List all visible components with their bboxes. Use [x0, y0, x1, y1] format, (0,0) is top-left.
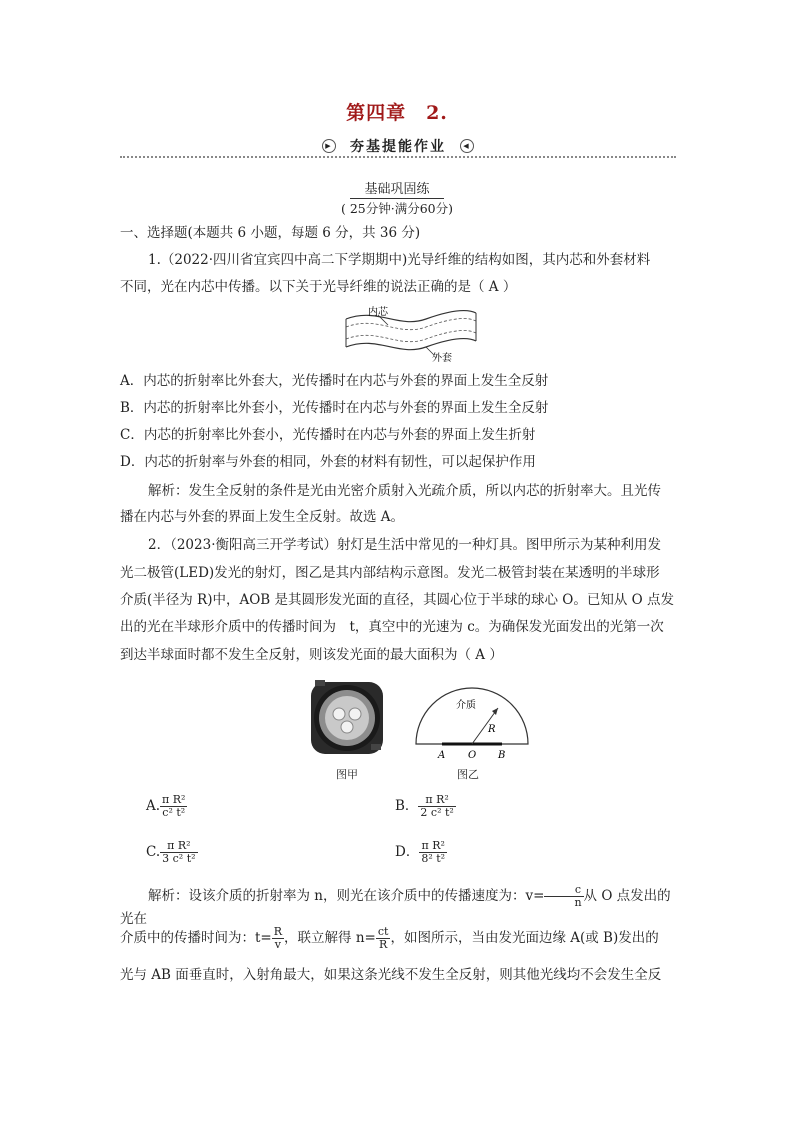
- part-heading: 一、选择题(本题共 6 小题，每题 6 分，共 36 分): [120, 225, 421, 241]
- q1-option-c: C．内芯的折射率比外套小，光传播时在内芯与外套的界面上发生折射: [120, 427, 536, 443]
- q1-option-d: D．内芯的折射率与外套的相同，外套的材料有韧性，可以起保护作用: [120, 454, 536, 470]
- label-r: R: [488, 724, 496, 735]
- label-b: B: [498, 750, 506, 761]
- q2-analysis-line3: 光与 AB 面垂直时，入射角最大，如果这条光线不发生全反射，则其他光线均不会发生全反: [120, 967, 662, 983]
- label-a: A: [438, 750, 446, 761]
- q2-option-a: A. $\frac{\text{π R²}}{\text{c² t²}}$: [146, 793, 186, 819]
- q1-line1: 1.（2022·四川省宜宾四中高二下学期期中)光导纤维的结构如图，其内芯和外套材料: [148, 252, 651, 268]
- q2-line5: 到达半球面时都不发生全反射，则该发光面的最大面积为（ A ）: [120, 647, 503, 663]
- q2-line3: 介质(半径为 R)中，AOB 是其圆形发光面的直径，其圆心位于半球的球心 O。已知从 O 点发: [120, 592, 675, 608]
- play-back-icon: ◀: [460, 139, 474, 153]
- q2-line2: 光二极管(LED)发光的射灯，图乙是其内部结构示意图。发光二极管封装在某透明的半球形: [120, 565, 660, 581]
- spotlight-photo: [305, 676, 389, 760]
- q1-line2: 不同，光在内芯中传播。以下关于光导纤维的说法正确的是（ A ）: [120, 279, 517, 295]
- q1-option-a: A．内芯的折射率比外套大，光传播时在内芯与外套的界面上发生全反射: [120, 373, 549, 389]
- figure-b-caption: 图乙: [457, 768, 479, 781]
- page-title: 第四章 2.: [346, 102, 448, 124]
- hemisphere-diagram: [412, 676, 532, 762]
- q2-line4: 出的光在半球形介质中的传播时间为 t，真空中的光速为 c。为确保发光面发出的光第一次: [120, 619, 664, 635]
- label-outer: 外套: [432, 353, 452, 363]
- play-icon: ▶: [322, 139, 336, 153]
- q2-option-c: C. $\frac{\text{π R²}}{\text{3 c² t²}}$: [146, 839, 196, 865]
- q2-analysis-line2: 介质中的传播时间为：t= $\frac{R}{v}$ ，联立解得 n= $\frac{ct}{R}$ ，如图所示，当由发光面边缘 A(或 B)发出的: [120, 925, 659, 951]
- label-medium: 介质: [456, 700, 476, 711]
- q2-analysis-line1: 解析：设该介质的折射率为 n，则光在该介质中的传播速度为：v= $\frac{c}{n}$ 从 O 点发出的光在: [120, 883, 671, 927]
- section-banner: [120, 136, 676, 160]
- label-o: O: [468, 750, 477, 761]
- q2-line1: 2．（2023·衡阳高三开学考试）射灯是生活中常见的一种灯具。图甲所示为某种利用发: [148, 537, 661, 553]
- q1-analysis-line1: 解析：发生全反射的条件是光由光密介质射入光疏介质，所以内芯的折射率大。且光传: [148, 483, 661, 499]
- q1-analysis-line2: 播在内芯与外套的界面上发生全反射。故选 A。: [120, 509, 405, 525]
- label-inner: 内芯: [368, 307, 388, 318]
- figure-a-caption: 图甲: [336, 768, 358, 781]
- dotted-divider: [120, 156, 676, 158]
- optical-fiber-figure: [338, 305, 482, 363]
- q2-option-b: B． $\frac{\text{π R²}}{\text{2 c² t²}}$: [395, 793, 454, 819]
- section-time: ( 25分钟·满分60分): [340, 201, 453, 216]
- banner-label: ▶ 夯基提能作业 ◀: [342, 136, 454, 156]
- q2-option-d: D． $\frac{\text{π R²}}{\text{8² t²}}$: [395, 839, 446, 865]
- q1-option-b: B．内芯的折射率比外套小，光传播时在内芯与外套的界面上发生全反射: [120, 400, 549, 416]
- section-name: 基础巩固练: [0, 178, 794, 197]
